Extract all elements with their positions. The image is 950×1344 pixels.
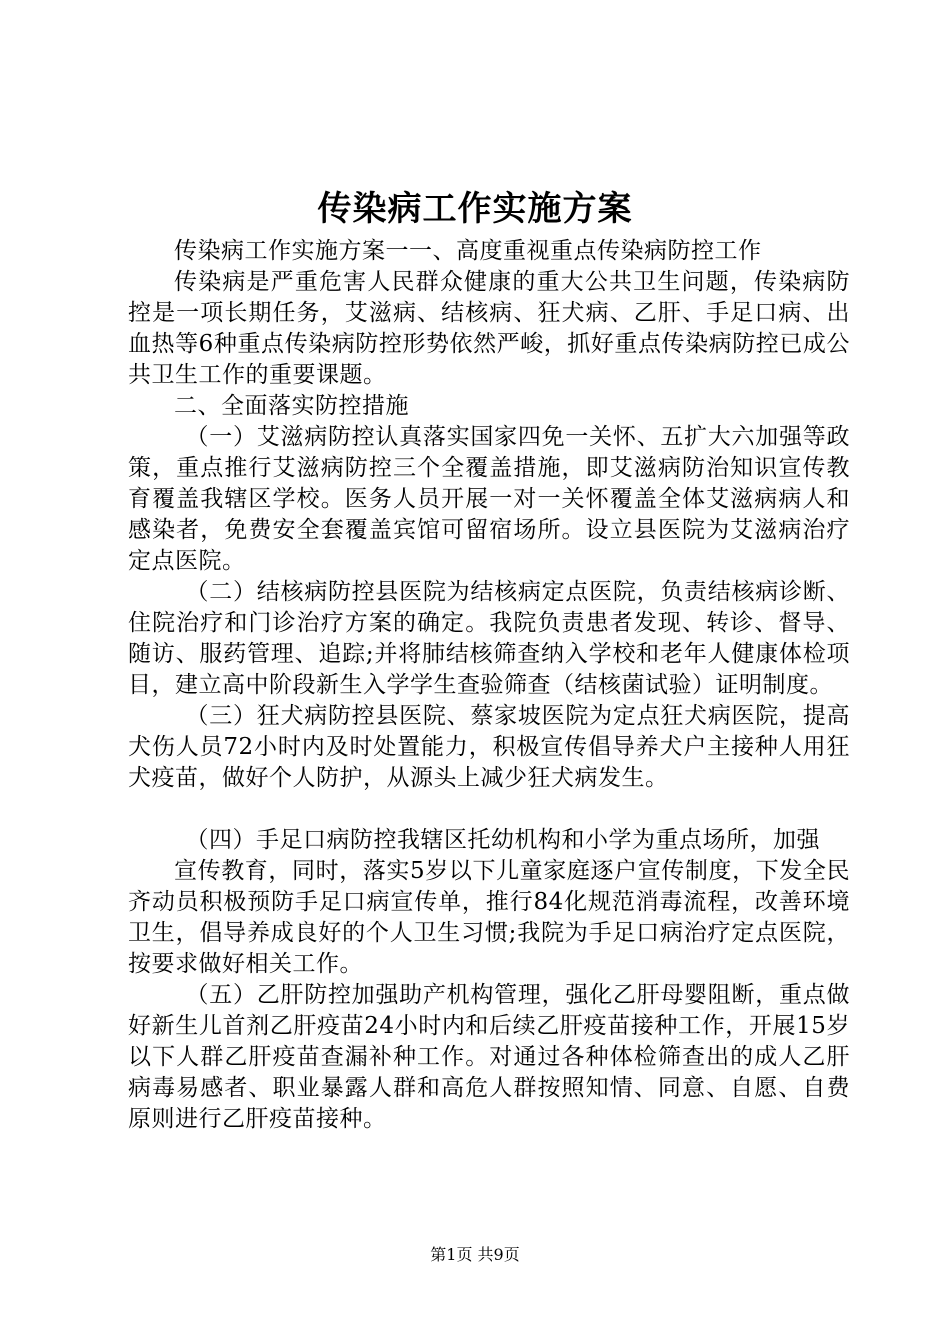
paragraph-tuberculosis: （二）结核病防控县医院为结核病定点医院，负责结核病诊断、住院治疗和门诊治疗方案的确定。我院负责患者发现、转诊、督导、随访、服药管理、追踪;并将肺结核筛查纳入学校和老年人健康体检项目，建立高中阶段新生入学学生查验筛查（结核菌试验）证明制度。 [128,579,850,698]
paragraph-rabies: （三）狂犬病防控县医院、蔡家坡医院为定点狂犬病医院，提高犬伤人员72小时内及时处置能力，积极宣传倡导养犬户主接种人用狂犬疫苗，做好个人防护，从源头上减少狂犬病发生。 [128,703,850,791]
page-footer: 第1页 共9页 [430,1245,520,1264]
document-title: 传染病工作实施方案 [317,189,633,229]
paragraph-aids: （一）艾滋病防控认真落实国家四免一关怀、五扩大六加强等政策，重点推行艾滋病防控三个全覆盖措施，即艾滋病防治知识宣传教育覆盖我辖区学校。医务人员开展一对一关怀覆盖全体艾滋病病人和感染者，免费安全套覆盖宾馆可留宿场所。设立县医院为艾滋病治疗定点医院。 [128,424,850,574]
section-heading-measures: 二、全面落实防控措施 [174,393,409,419]
paragraph-hfmd-continued: 宣传教育，同时，落实5岁以下儿童家庭逐户宣传制度，下发全民齐动员积极预防手足口病宣传单，推行84化规范消毒流程，改善环境卫生，倡导养成良好的个人卫生习惯;我院为手足口病治疗定点医院，按要求做好相关工作。 [128,858,850,977]
paragraph-hfmd-start: （四）手足口病防控我辖区托幼机构和小学为重点场所，加强 [185,827,820,853]
paragraph-intro: 传染病工作实施方案一一、高度重视重点传染病防控工作 [174,238,762,264]
document-body [128,236,850,1135]
paragraph-overview: 传染病是严重危害人民群众健康的重大公共卫生问题，传染病防控是一项长期任务，艾滋病、结核病、狂犬病、乙肝、手足口病、出血热等6种重点传染病防控形势依然严峻，抓好重点传染病防控已成公共卫生工作的重要课题。 [128,269,850,388]
paragraph-hepatitis-b: （五）乙肝防控加强助产机构管理，强化乙肝母婴阻断，重点做好新生儿首剂乙肝疫苗24小时内和后续乙肝疫苗接种工作，开展15岁以下人群乙肝疫苗查漏补种工作。对通过各种体检筛查出的成人乙肝病毒易感者、职业暴露人群和高危人群按照知情、同意、自愿、自费原则进行乙肝疫苗接种。 [128,982,850,1132]
